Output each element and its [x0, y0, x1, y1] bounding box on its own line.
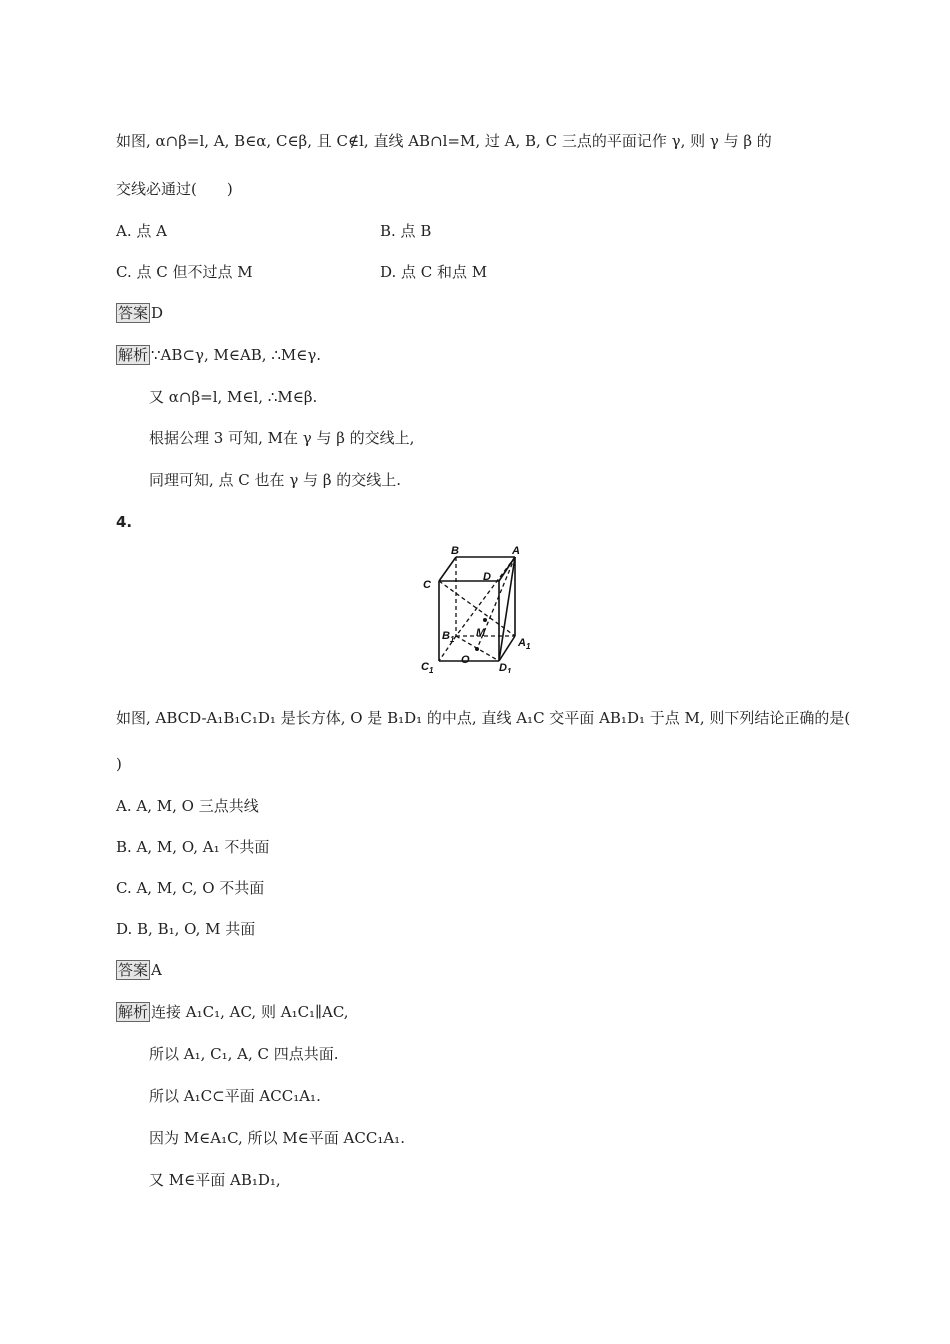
q3-analysis-line: 同理可知, 点 C 也在 γ 与 β 的交线上. [149, 471, 402, 489]
q4-option-a: A. A, M, O 三点共线 [116, 797, 259, 815]
q4-stem-line1: 如图, ABCD-A₁B₁C₁D₁ 是长方体, O 是 B₁D₁ 的中点, 直线 A₁C 交平面 AB₁D₁ 于点 M, 则下列结论正确的是( [116, 709, 851, 727]
q4-analysis-line: 又 M∈平面 AB₁D₁, [149, 1171, 281, 1189]
point-m [483, 618, 487, 622]
q4-stem-line2: ) [116, 755, 122, 773]
label-c: C [423, 579, 431, 591]
q4-analysis-line: 因为 M∈A₁C, 所以 M∈平面 ACC₁A₁. [149, 1129, 405, 1147]
label-a1: $A_1$ [518, 637, 531, 651]
q4-answer: A [151, 961, 162, 979]
analysis-tag: 解析 [118, 346, 149, 364]
analysis-tag: 解析 [118, 1003, 149, 1021]
q3-analysis-line: 根据公理 3 可知, M在 γ 与 β 的交线上, [149, 429, 415, 447]
q3-stem-line1: 如图, α∩β=l, A, B∈α, C∈β, 且 C∉l, 直线 AB∩l=M, 过 A, B, C 三点的平面记作 γ, 则 γ 与 β 的 [116, 132, 772, 150]
answer-tag: 答案 [118, 961, 149, 979]
q3-answer-row [116, 303, 163, 323]
q4-analysis-line: 连接 A₁C₁, AC, 则 A₁C₁∥AC, [151, 1003, 349, 1021]
q4-option-b: B. A, M, O, A₁ 不共面 [116, 838, 270, 856]
cuboid-figure [415, 543, 540, 673]
q4-analysis-row [116, 1002, 349, 1022]
q3-option-c: C. 点 C 但不过点 M [116, 263, 253, 281]
q3-stem-line2: 交线必通过( ) [116, 180, 233, 198]
answer-tag: 答案 [118, 304, 149, 322]
label-d1: $D_1$ [499, 662, 512, 673]
q3-options-row2 [116, 262, 488, 282]
q3-analysis-line: 又 α∩β=l, M∈l, ∴M∈β. [149, 388, 318, 406]
point-o [475, 647, 479, 651]
q3-option-b: B. 点 B [380, 222, 432, 240]
label-b1: $B_1$ [442, 630, 455, 644]
label-o: O [461, 654, 470, 666]
label-m: M [476, 627, 486, 639]
q4-answer-row [116, 960, 162, 980]
q3-options-row1 [116, 221, 432, 241]
q4-analysis-line: 所以 A₁C⊂平面 ACC₁A₁. [149, 1087, 321, 1105]
label-d: D [483, 571, 491, 583]
label-c1: $C_1$ [421, 661, 434, 673]
q4-number: 4. [116, 513, 133, 531]
q3-option-a: A. 点 A [116, 222, 167, 240]
q4-option-d: D. B, B₁, O, M 共面 [116, 920, 256, 938]
q4-analysis-line: 所以 A₁, C₁, A, C 四点共面. [149, 1045, 339, 1063]
q3-answer: D [151, 304, 164, 322]
q3-analysis-row [116, 345, 321, 365]
q4-option-c: C. A, M, C, O 不共面 [116, 879, 265, 897]
q3-option-d: D. 点 C 和点 M [380, 263, 488, 281]
label-a: A [512, 545, 520, 557]
label-b: B [451, 545, 459, 557]
q3-analysis-line: ∵AB⊂γ, M∈AB, ∴M∈γ. [151, 346, 322, 364]
